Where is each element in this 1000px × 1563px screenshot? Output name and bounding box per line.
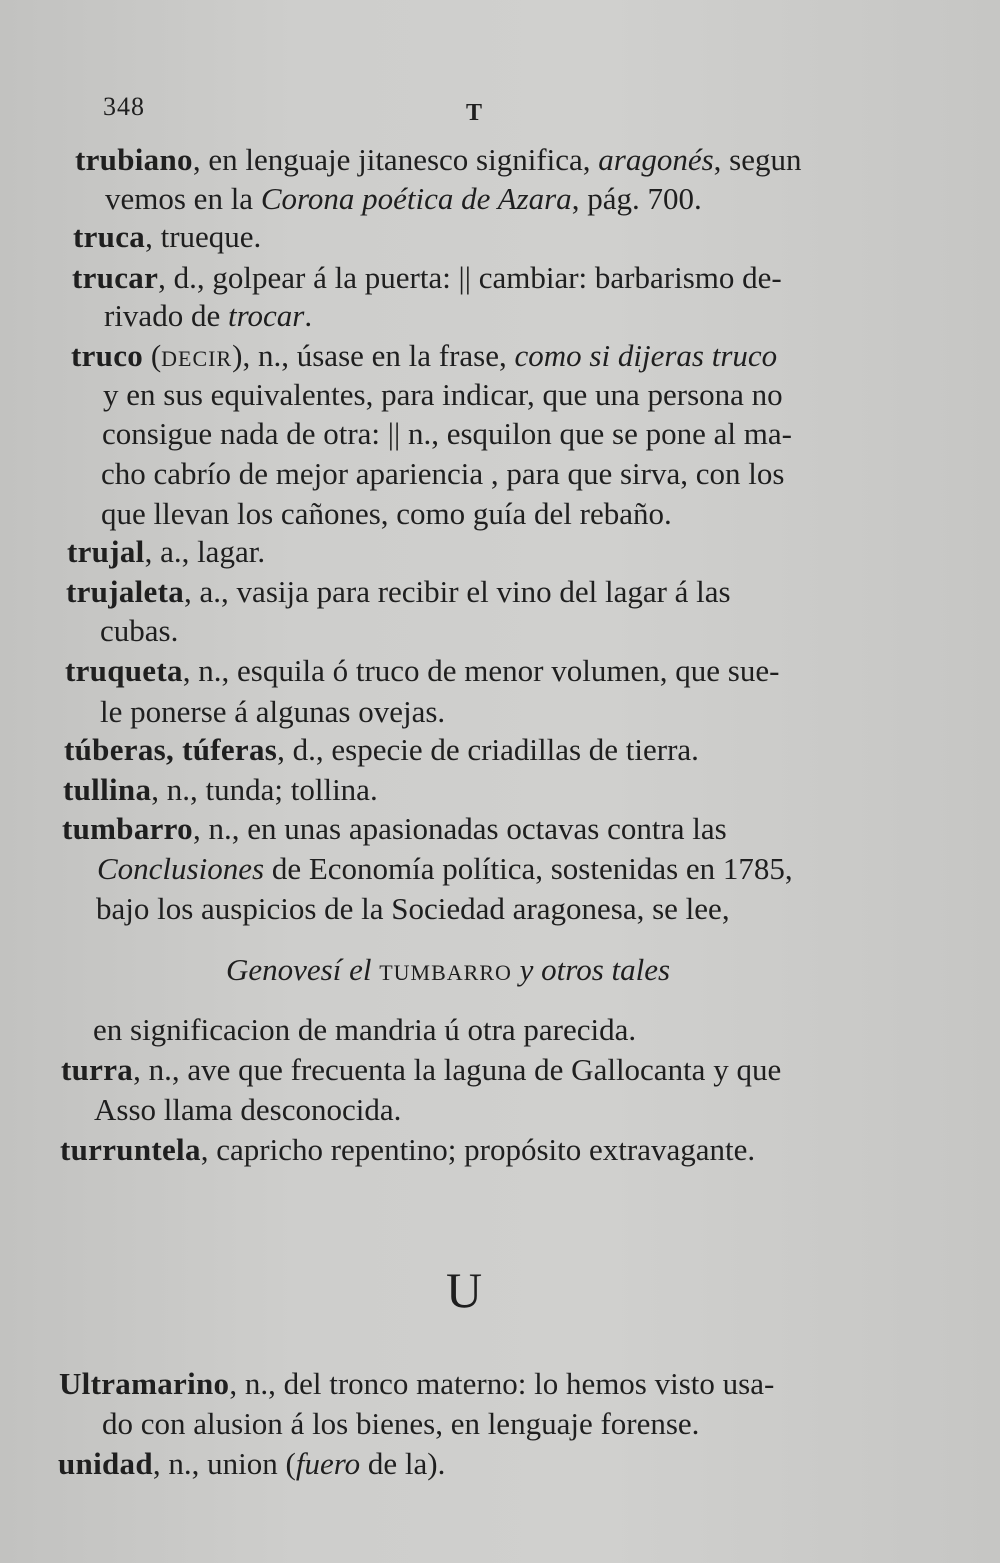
entry-text: , n., del tronco materno: lo hemos visto usa- — [229, 1366, 775, 1401]
entry-trucar-line-2 — [104, 298, 312, 334]
section-letter-u: U — [446, 1262, 483, 1318]
entry-truco-line-4: cho cabrío de mejor apariencia , para que sirva, con los — [101, 456, 785, 491]
headword: truqueta — [65, 653, 183, 688]
entry-text: , n., esquila ó truco de menor volumen, que sue- — [182, 653, 780, 688]
entry-truqueta-line-1 — [65, 653, 779, 689]
entry-italic: como si dijeras truco — [514, 338, 778, 373]
entry-truqueta-line-2: le ponerse á algunas ovejas. — [100, 694, 446, 729]
entry-small-caps: DECIR — [161, 346, 233, 371]
entry-text: , segun — [713, 142, 802, 177]
entry-text: ( — [143, 338, 162, 373]
headword: trucar — [72, 260, 159, 295]
entry-truco-line-5: que llevan los cañones, como guía del rebaño. — [101, 496, 672, 531]
entry-tumbarro-line-3: bajo los auspicios de la Sociedad aragonesa, se lee, — [96, 891, 730, 926]
entry-tumbarro-line-4: en significacion de mandria ú otra parecida. — [93, 1012, 637, 1047]
page-number: 348 — [103, 92, 145, 121]
quote-text: y otros tales — [511, 952, 671, 987]
entry-text: rivado de — [104, 298, 228, 333]
entry-text: , n., tunda; tollina. — [151, 772, 378, 807]
entry-unidad — [58, 1446, 445, 1482]
entry-text: de Economía política, sostenidas en 1785, — [264, 851, 793, 886]
entry-trucar-line-1 — [72, 260, 782, 296]
entry-tumbarro-line-1 — [62, 811, 727, 847]
entry-tumbarro-line-2 — [97, 851, 793, 887]
entry-text: . — [304, 298, 313, 333]
entry-italic: Corona poética de Azara — [260, 181, 572, 216]
entry-trubiano-line-2 — [105, 181, 702, 217]
headword: trujaleta — [66, 574, 185, 609]
entry-trujaleta-line-1 — [66, 574, 731, 610]
entry-text: , capricho repentino; propósito extravagante. — [200, 1132, 756, 1167]
headword: trubiano — [75, 142, 193, 177]
entry-trujaleta-line-2: cubas. — [100, 613, 179, 648]
entry-text: , en lenguaje jitanesco significa, — [192, 142, 599, 177]
headword: Ultramarino — [59, 1366, 230, 1401]
entry-tumbarro-quote — [226, 952, 670, 991]
entry-truco-line-2: y en sus equivalentes, para indicar, que una persona no — [103, 377, 783, 412]
entry-turra-line-1 — [61, 1052, 781, 1088]
headword: tullina — [63, 772, 152, 807]
entry-text: , n., en unas apasionadas octavas contra las — [193, 811, 727, 846]
quote-text: Genovesí el — [226, 952, 380, 987]
entry-text: ), n., úsase en la frase, — [232, 338, 515, 373]
entry-text: , trueque. — [145, 219, 262, 254]
entry-trubiano-line-1 — [75, 142, 801, 178]
entry-tuberas — [64, 732, 699, 768]
entry-text: , a., lagar. — [144, 534, 266, 569]
entry-text: , d., especie de criadillas de tierra. — [277, 732, 699, 767]
entry-truco-line-3: consigue nada de otra: || n., esquilon que se pone al ma- — [102, 416, 792, 451]
entry-text: , n., union ( — [152, 1446, 296, 1481]
headword: turra — [61, 1052, 134, 1087]
entry-tullina — [63, 772, 378, 808]
entry-text: , a., vasija para recibir el vino del lagar á las — [184, 574, 731, 609]
running-head-letter: T — [466, 100, 483, 126]
entry-text: , pág. 700. — [571, 181, 702, 216]
quote-small-caps: TUMBARRO — [379, 960, 512, 985]
entry-text: , n., ave que frecuenta la laguna de Gallocanta y que — [133, 1052, 782, 1087]
entry-truco-line-1 — [71, 338, 777, 377]
headword: trujal — [67, 534, 145, 569]
entry-italic: trocar — [227, 298, 305, 333]
headword: truco — [71, 338, 144, 373]
headword: truca — [73, 219, 146, 254]
headword: tumbarro — [62, 811, 193, 846]
entry-truca — [73, 219, 261, 255]
entry-ultramarino-line-2: do con alusion á los bienes, en lenguaje forense. — [102, 1406, 700, 1441]
headword: turruntela — [60, 1132, 201, 1167]
headword: túberas, túferas — [64, 732, 278, 767]
entry-italic: fuero — [295, 1446, 361, 1481]
entry-italic: Conclusiones — [97, 851, 265, 886]
entry-text: vemos en la — [105, 181, 261, 216]
entry-trujal — [67, 534, 265, 570]
entry-turruntela — [60, 1132, 755, 1168]
headword: unidad — [58, 1446, 153, 1481]
entry-text: de la). — [360, 1446, 446, 1481]
entry-ultramarino-line-1 — [59, 1366, 774, 1402]
entry-text: , d., golpear á la puerta: || cambiar: barbarismo de- — [158, 260, 782, 295]
entry-turra-line-2: Asso llama desconocida. — [94, 1092, 402, 1127]
entry-italic: aragonés — [598, 142, 714, 177]
